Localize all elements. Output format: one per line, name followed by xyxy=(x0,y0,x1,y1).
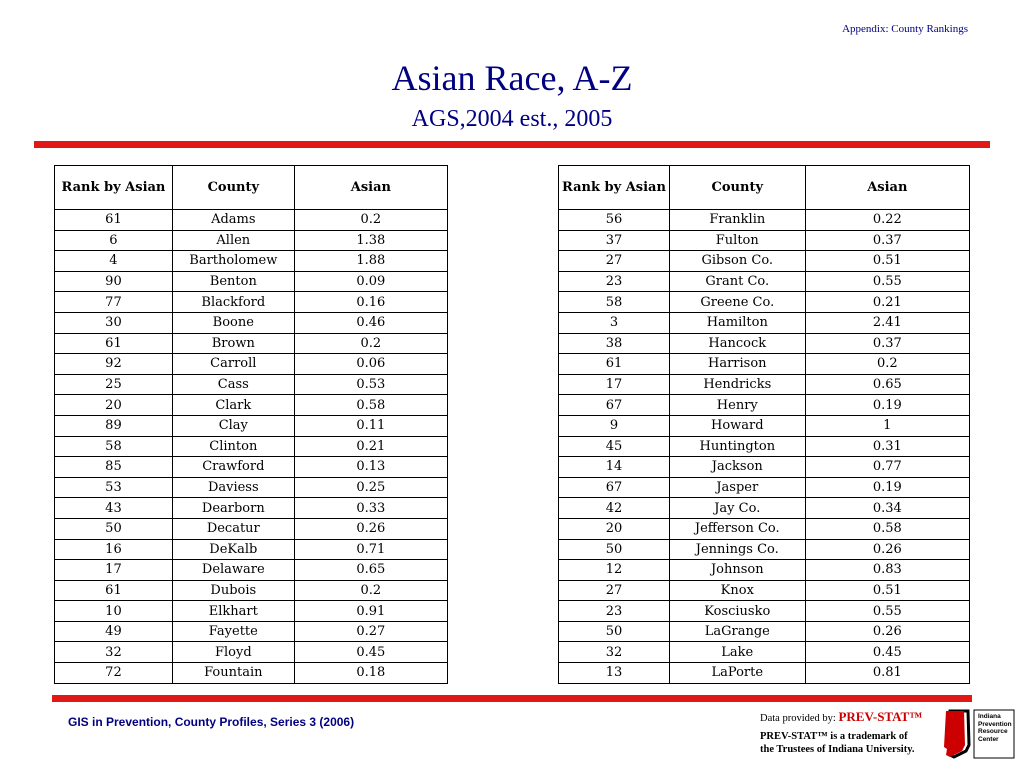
asian-column-header: Asian xyxy=(805,166,969,210)
table-row xyxy=(55,477,448,498)
asian-value-cell: 0.26 xyxy=(805,539,969,560)
rank-cell: 37 xyxy=(559,230,670,251)
asian-value-cell: 0.46 xyxy=(294,312,447,333)
table-row xyxy=(559,395,970,416)
county-ranking-table-right xyxy=(558,165,970,684)
county-cell: Gibson Co. xyxy=(669,251,805,272)
logo-line: Resource xyxy=(978,728,1008,735)
county-cell: Carroll xyxy=(172,354,294,375)
county-cell: Decatur xyxy=(172,518,294,539)
table-row xyxy=(559,580,970,601)
rank-cell: 12 xyxy=(559,560,670,581)
rank-cell: 3 xyxy=(559,312,670,333)
asian-value-cell: 0.2 xyxy=(805,354,969,375)
table-row xyxy=(559,601,970,622)
county-cell: Delaware xyxy=(172,560,294,581)
county-cell: Floyd xyxy=(172,642,294,663)
county-cell: Daviess xyxy=(172,477,294,498)
table-row xyxy=(559,251,970,272)
table-row xyxy=(55,436,448,457)
county-cell: LaGrange xyxy=(669,621,805,642)
asian-value-cell: 1 xyxy=(805,415,969,436)
rank-cell: 42 xyxy=(559,498,670,519)
asian-value-cell: 0.71 xyxy=(294,539,447,560)
rank-cell: 32 xyxy=(559,642,670,663)
logo-line: Indiana xyxy=(978,713,1001,720)
table-row xyxy=(559,354,970,375)
table-row xyxy=(55,312,448,333)
asian-value-cell: 0.37 xyxy=(805,230,969,251)
table-row xyxy=(55,292,448,313)
county-cell: Elkhart xyxy=(172,601,294,622)
table-row xyxy=(55,251,448,272)
county-cell: Greene Co. xyxy=(669,292,805,313)
asian-value-cell: 0.11 xyxy=(294,415,447,436)
table-row xyxy=(559,374,970,395)
asian-value-cell: 0.37 xyxy=(805,333,969,354)
table-row xyxy=(559,663,970,684)
asian-value-cell: 0.2 xyxy=(294,210,447,231)
county-cell: Jefferson Co. xyxy=(669,518,805,539)
county-cell: Fayette xyxy=(172,621,294,642)
rank-cell: 53 xyxy=(55,477,173,498)
county-cell: DeKalb xyxy=(172,539,294,560)
series-footer: GIS in Prevention, County Profiles, Series 3 (2006) xyxy=(68,715,355,729)
county-cell: Adams xyxy=(172,210,294,231)
asian-value-cell: 0.26 xyxy=(294,518,447,539)
county-cell: Howard xyxy=(669,415,805,436)
rank-cell: 58 xyxy=(55,436,173,457)
table-row xyxy=(55,354,448,375)
table-row xyxy=(55,333,448,354)
asian-value-cell: 0.55 xyxy=(805,271,969,292)
data-credit-line xyxy=(760,710,922,725)
asian-value-cell: 0.81 xyxy=(805,663,969,684)
asian-value-cell: 0.45 xyxy=(805,642,969,663)
asian-value-cell: 0.16 xyxy=(294,292,447,313)
asian-value-cell: 0.33 xyxy=(294,498,447,519)
table-row xyxy=(55,210,448,231)
table-row xyxy=(559,230,970,251)
asian-value-cell: 0.55 xyxy=(805,601,969,622)
county-cell: Hendricks xyxy=(669,374,805,395)
logo-line: Center xyxy=(978,735,999,743)
rank-cell: 20 xyxy=(55,395,173,416)
asian-value-cell: 0.51 xyxy=(805,580,969,601)
table-row xyxy=(55,457,448,478)
asian-value-cell: 0.19 xyxy=(805,395,969,416)
table-row xyxy=(559,210,970,231)
county-cell: Knox xyxy=(669,580,805,601)
asian-value-cell: 2.41 xyxy=(805,312,969,333)
rank-cell: 23 xyxy=(559,601,670,622)
rank-cell: 4 xyxy=(55,251,173,272)
rank-cell: 32 xyxy=(55,642,173,663)
county-cell: Hancock xyxy=(669,333,805,354)
asian-value-cell: 0.65 xyxy=(805,374,969,395)
trademark-line-1: PREV-STAT™ is a trademark of xyxy=(760,731,908,742)
county-cell: Clinton xyxy=(172,436,294,457)
asian-value-cell: 0.51 xyxy=(805,251,969,272)
rank-cell: 85 xyxy=(55,457,173,478)
county-cell: Johnson xyxy=(669,560,805,581)
rank-cell: 38 xyxy=(559,333,670,354)
county-cell: Dubois xyxy=(172,580,294,601)
asian-value-cell: 0.19 xyxy=(805,477,969,498)
county-cell: Franklin xyxy=(669,210,805,231)
county-cell: Bartholomew xyxy=(172,251,294,272)
asian-value-cell: 0.26 xyxy=(805,621,969,642)
page-subtitle: AGS,2004 est., 2005 xyxy=(411,106,613,132)
bottom-rule xyxy=(52,695,972,702)
asian-value-cell: 0.09 xyxy=(294,271,447,292)
county-cell: Cass xyxy=(172,374,294,395)
rank-cell: 6 xyxy=(55,230,173,251)
rank-cell: 50 xyxy=(559,539,670,560)
rank-cell: 61 xyxy=(55,210,173,231)
table-row xyxy=(55,415,448,436)
table-row xyxy=(559,312,970,333)
table-row xyxy=(55,518,448,539)
county-cell: Crawford xyxy=(172,457,294,478)
asian-value-cell: 1.38 xyxy=(294,230,447,251)
rank-cell: 61 xyxy=(559,354,670,375)
county-cell: Allen xyxy=(172,230,294,251)
table-row xyxy=(55,580,448,601)
county-cell: Clay xyxy=(172,415,294,436)
rank-cell: 43 xyxy=(55,498,173,519)
rank-cell: 56 xyxy=(559,210,670,231)
table-header-row xyxy=(559,166,970,210)
rank-column-header: Rank by Asian xyxy=(559,166,670,210)
asian-value-cell: 0.25 xyxy=(294,477,447,498)
county-cell: Jennings Co. xyxy=(669,539,805,560)
county-cell: Kosciusko xyxy=(669,601,805,622)
asian-value-cell: 1.88 xyxy=(294,251,447,272)
county-cell: Benton xyxy=(172,271,294,292)
table-row xyxy=(55,539,448,560)
table-row xyxy=(559,560,970,581)
table-header-row xyxy=(55,166,448,210)
rank-cell: 13 xyxy=(559,663,670,684)
county-cell: Jay Co. xyxy=(669,498,805,519)
rank-cell: 89 xyxy=(55,415,173,436)
county-cell: Henry xyxy=(669,395,805,416)
asian-value-cell: 0.91 xyxy=(294,601,447,622)
asian-value-cell: 0.34 xyxy=(805,498,969,519)
rank-cell: 30 xyxy=(55,312,173,333)
rank-cell: 90 xyxy=(55,271,173,292)
county-ranking-table-left xyxy=(54,165,448,684)
data-provided-label: Data provided by: xyxy=(760,713,836,724)
table-row xyxy=(55,271,448,292)
table-row xyxy=(559,292,970,313)
trademark-line-2: the Trustees of Indiana University. xyxy=(760,744,915,755)
table-row xyxy=(559,415,970,436)
table-row xyxy=(559,518,970,539)
rank-cell: 61 xyxy=(55,333,173,354)
table-row xyxy=(559,498,970,519)
table-row xyxy=(55,642,448,663)
asian-value-cell: 0.2 xyxy=(294,333,447,354)
table-row xyxy=(55,560,448,581)
county-cell: Fulton xyxy=(669,230,805,251)
table-row xyxy=(559,642,970,663)
county-cell: Harrison xyxy=(669,354,805,375)
rank-cell: 23 xyxy=(559,271,670,292)
prev-stat-brand: PREV-STAT™ xyxy=(838,709,923,724)
county-cell: Brown xyxy=(172,333,294,354)
asian-value-cell: 0.2 xyxy=(294,580,447,601)
data-credit xyxy=(760,710,922,756)
table-row xyxy=(55,601,448,622)
asian-value-cell: 0.65 xyxy=(294,560,447,581)
asian-value-cell: 0.21 xyxy=(805,292,969,313)
county-cell: Clark xyxy=(172,395,294,416)
rank-cell: 67 xyxy=(559,477,670,498)
asian-value-cell: 0.21 xyxy=(294,436,447,457)
county-column-header: County xyxy=(669,166,805,210)
rank-cell: 27 xyxy=(559,580,670,601)
county-cell: Fountain xyxy=(172,663,294,684)
county-cell: Jackson xyxy=(669,457,805,478)
table-row xyxy=(55,230,448,251)
table-row xyxy=(55,663,448,684)
asian-value-cell: 0.58 xyxy=(805,518,969,539)
county-cell: Dearborn xyxy=(172,498,294,519)
logo-line: Prevention xyxy=(978,720,1012,728)
asian-value-cell: 0.18 xyxy=(294,663,447,684)
county-cell: Hamilton xyxy=(669,312,805,333)
table-row xyxy=(55,498,448,519)
rank-cell: 17 xyxy=(55,560,173,581)
county-column-header: County xyxy=(172,166,294,210)
rank-cell: 77 xyxy=(55,292,173,313)
table-row xyxy=(559,436,970,457)
asian-value-cell: 0.53 xyxy=(294,374,447,395)
asian-value-cell: 0.83 xyxy=(805,560,969,581)
county-cell: LaPorte xyxy=(669,663,805,684)
logo-text xyxy=(978,713,1012,743)
top-rule xyxy=(34,141,990,148)
table-row xyxy=(559,621,970,642)
rank-cell: 14 xyxy=(559,457,670,478)
rank-cell: 16 xyxy=(55,539,173,560)
rank-cell: 67 xyxy=(559,395,670,416)
county-cell: Grant Co. xyxy=(669,271,805,292)
rank-cell: 45 xyxy=(559,436,670,457)
asian-value-cell: 0.58 xyxy=(294,395,447,416)
rank-cell: 50 xyxy=(559,621,670,642)
asian-value-cell: 0.22 xyxy=(805,210,969,231)
rank-cell: 20 xyxy=(559,518,670,539)
county-cell: Lake xyxy=(669,642,805,663)
asian-value-cell: 0.06 xyxy=(294,354,447,375)
appendix-label: Appendix: County Rankings xyxy=(842,23,968,35)
county-cell: Huntington xyxy=(669,436,805,457)
rank-cell: 50 xyxy=(55,518,173,539)
asian-value-cell: 0.31 xyxy=(805,436,969,457)
rank-cell: 10 xyxy=(55,601,173,622)
table-row xyxy=(55,395,448,416)
asian-value-cell: 0.13 xyxy=(294,457,447,478)
asian-value-cell: 0.45 xyxy=(294,642,447,663)
rank-cell: 25 xyxy=(55,374,173,395)
table-row xyxy=(559,271,970,292)
page-title: Asian Race, A-Z xyxy=(391,58,633,98)
county-cell: Blackford xyxy=(172,292,294,313)
asian-value-cell: 0.77 xyxy=(805,457,969,478)
rank-cell: 61 xyxy=(55,580,173,601)
table-row xyxy=(559,539,970,560)
rank-cell: 17 xyxy=(559,374,670,395)
asian-column-header: Asian xyxy=(294,166,447,210)
table-row xyxy=(559,477,970,498)
rank-cell: 92 xyxy=(55,354,173,375)
county-cell: Boone xyxy=(172,312,294,333)
table-row xyxy=(55,621,448,642)
rank-cell: 27 xyxy=(559,251,670,272)
table-row xyxy=(559,457,970,478)
rank-cell: 72 xyxy=(55,663,173,684)
rank-cell: 9 xyxy=(559,415,670,436)
rank-column-header: Rank by Asian xyxy=(55,166,173,210)
county-cell: Jasper xyxy=(669,477,805,498)
asian-value-cell: 0.27 xyxy=(294,621,447,642)
rank-cell: 58 xyxy=(559,292,670,313)
table-row xyxy=(559,333,970,354)
rank-cell: 49 xyxy=(55,621,173,642)
table-row xyxy=(55,374,448,395)
